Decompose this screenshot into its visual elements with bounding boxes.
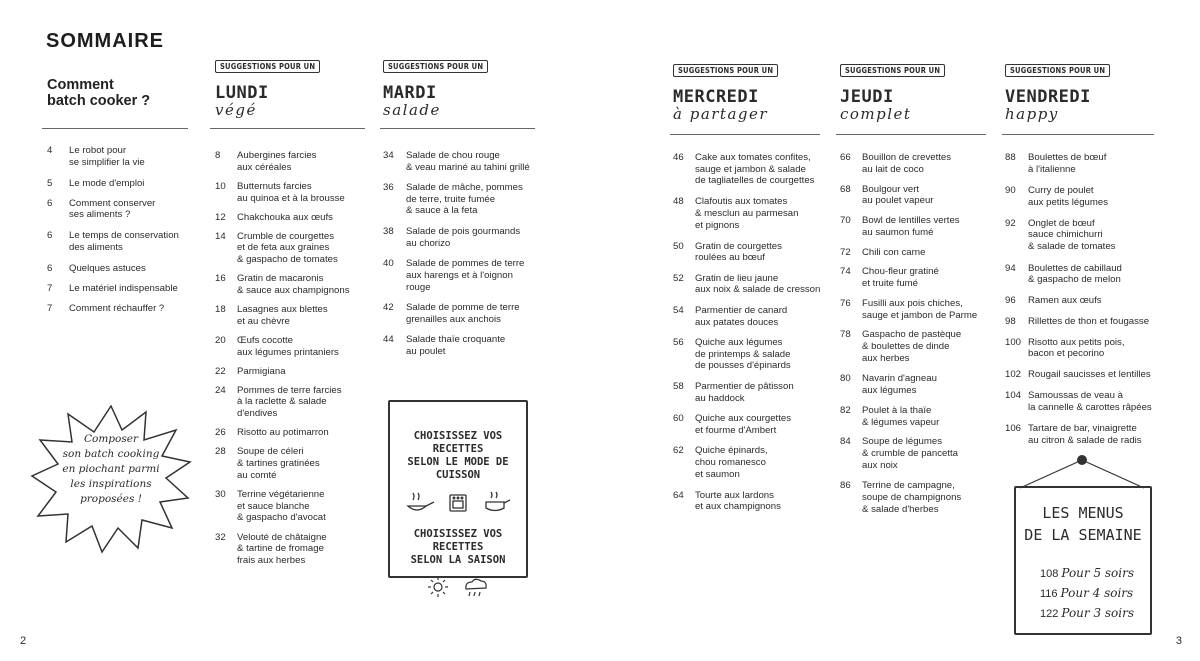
recipe-title: Comment réchauffer ? bbox=[69, 303, 165, 315]
recipe-title: Salade de chou rouge & veau mariné au tahini grillé bbox=[406, 150, 530, 173]
menu-entry: 108 Pour 5 soirs bbox=[1040, 566, 1135, 580]
page-ref: 72 bbox=[840, 246, 851, 258]
page-number: 3 bbox=[1175, 635, 1182, 647]
cloud-rain-icon bbox=[466, 579, 486, 596]
recipe-title: Aubergines farcies aux céréales bbox=[237, 150, 317, 173]
season-icons bbox=[390, 573, 526, 603]
right-page bbox=[600, 0, 1200, 661]
page-ref: 64 bbox=[673, 489, 684, 501]
recipe-title: Rillettes de thon et fougasse bbox=[1028, 316, 1150, 327]
page-ref: 5 bbox=[47, 177, 53, 189]
page-ref: 6 bbox=[47, 262, 53, 274]
page-ref: 38 bbox=[383, 226, 394, 238]
recipe-title: Ramen aux œufs bbox=[1028, 295, 1102, 307]
menus-list bbox=[1016, 564, 1150, 624]
page-ref: 34 bbox=[383, 150, 394, 161]
recipe-title: Parmentier de canard aux patates douces bbox=[695, 304, 788, 328]
recipe-title: Cake aux tomates confites, sauge et jambon & salade de tagliatelles de courgettes bbox=[695, 152, 815, 187]
day-subtitle: salade bbox=[383, 101, 441, 119]
page-ref: 78 bbox=[840, 329, 851, 341]
page-ref: 20 bbox=[215, 334, 226, 346]
mercredi-header bbox=[673, 60, 778, 122]
recipe-title: Quiche aux courgettes et fourme d'Ambert bbox=[695, 413, 791, 436]
recipe-title: Parmigiana bbox=[237, 365, 286, 377]
page-ref: 14 bbox=[215, 230, 226, 242]
recipe-title: Poulet à la thaïe & légumes vapeur bbox=[862, 404, 940, 428]
recipe-title: Bowl de lentilles vertes au saumon fumé bbox=[862, 215, 960, 238]
recipe-title: Comment conserver ses aliments ? bbox=[69, 197, 156, 221]
suggestion-tag: SUGGESTIONS POUR UN bbox=[840, 64, 945, 77]
day-subtitle: à partager bbox=[673, 105, 769, 123]
recipe-title: Fusilli aux pois chiches, sauge et jambon de Parme bbox=[862, 297, 978, 321]
intro-heading: Comment batch cooker ? bbox=[47, 77, 151, 109]
vendredi-rule bbox=[1002, 134, 1154, 135]
page-ref: 102 bbox=[1005, 369, 1022, 381]
recipe-title: Terrine de campagne, soupe de champignons & salade d'herbes bbox=[862, 480, 962, 515]
recipe-title: Clafoutis aux tomates & mesclun au parmesan et pignons bbox=[695, 196, 799, 231]
page-ref: 46 bbox=[673, 152, 684, 163]
recipe-title: Œufs cocotte aux légumes printaniers bbox=[237, 334, 339, 358]
recipe-title: Tourte aux lardons et aux champignons bbox=[695, 489, 781, 513]
recipe-title: Gaspacho de pastèque & boulettes de dinde aux herbes bbox=[862, 329, 962, 364]
page-ref: 32 bbox=[215, 531, 226, 543]
page-ref: 36 bbox=[383, 182, 394, 193]
suggestion-tag: SUGGESTIONS POUR UN bbox=[383, 60, 488, 73]
page-ref: 90 bbox=[1005, 184, 1016, 196]
page-ref: 28 bbox=[215, 446, 226, 458]
page-ref: 6 bbox=[47, 197, 53, 209]
page-ref: 88 bbox=[1005, 152, 1016, 163]
recipe-title: Gratin de courgettes roulées au bœuf bbox=[695, 240, 782, 264]
page-ref: 100 bbox=[1005, 336, 1022, 348]
page-ref: 86 bbox=[840, 480, 851, 492]
page-ref: 66 bbox=[840, 152, 851, 163]
recipe-title: Quiche aux légumes de printemps & salade de pousses d'épinards bbox=[695, 336, 791, 372]
page-ref: 92 bbox=[1005, 217, 1016, 229]
recipe-title: Le mode d'emploi bbox=[69, 177, 145, 189]
recipe-title: Salade thaïe croquante au poulet bbox=[406, 334, 506, 358]
page-ref: 54 bbox=[673, 304, 684, 316]
day-title: MERCREDI bbox=[673, 87, 759, 107]
recipe-title: Risotto aux petits pois, bacon et pecorino bbox=[1028, 336, 1125, 360]
recipe-title: Salade de mâche, pommes de terre, truite fumée & sauce à la feta bbox=[406, 182, 523, 217]
page-ref: 7 bbox=[47, 283, 53, 294]
recipe-title: Chili con carne bbox=[862, 246, 926, 258]
recipe-title: Rougail saucisses et lentilles bbox=[1028, 369, 1151, 381]
recipe-title: Crumble de courgettes et de feta aux graines & gaspacho de tomates bbox=[237, 230, 338, 265]
recipe-title: Butternuts farcies au quinoa et à la brousse bbox=[237, 180, 345, 204]
page-title: SOMMAIRE bbox=[46, 30, 164, 52]
page-ref: 30 bbox=[215, 488, 226, 500]
recipe-title: Boulettes de bœuf à l'italienne bbox=[1028, 152, 1107, 175]
recipe-title: Soupe de légumes & crumble de pancetta aux noix bbox=[862, 436, 958, 471]
menu-entry: 116 Pour 4 soirs bbox=[1040, 586, 1134, 600]
recipe-title: Terrine végétarienne et sauce blanche & gaspacho d'avocat bbox=[237, 488, 326, 524]
cooking-mode-icons bbox=[390, 488, 526, 518]
weekly-menus-box bbox=[1014, 486, 1152, 635]
vendredi-header bbox=[1005, 60, 1110, 122]
recipe-title: Salade de pois gourmands au chorizo bbox=[406, 226, 521, 249]
recipe-title: Chakchouka aux œufs bbox=[237, 211, 333, 223]
sun-icon bbox=[428, 577, 448, 597]
page-ref: 8 bbox=[215, 150, 221, 161]
jeudi-rule bbox=[836, 134, 986, 135]
recipe-title: Le robot pour se simplifier la vie bbox=[69, 145, 145, 168]
oven-icon bbox=[450, 495, 466, 511]
page-ref: 16 bbox=[215, 273, 226, 285]
recipe-title: Quiche épinards, chou romanesco et saumon bbox=[695, 445, 768, 480]
jeudi-header bbox=[840, 60, 945, 122]
intro-rule bbox=[42, 128, 188, 129]
recipe-title: Risotto au potimarron bbox=[237, 427, 329, 439]
lundi-rule bbox=[210, 128, 365, 129]
mercredi-rule bbox=[670, 134, 820, 135]
recipe-title: Bouillon de crevettes au lait de coco bbox=[862, 152, 952, 175]
recipe-title: Gratin de macaronis & sauce aux champignons bbox=[237, 273, 350, 296]
pot-icon bbox=[486, 492, 510, 511]
page-ref: 26 bbox=[215, 427, 226, 439]
page-ref: 6 bbox=[47, 230, 53, 242]
recipe-title: Velouté de châtaigne & tartine de fromage frais aux herbes bbox=[237, 531, 327, 566]
starburst-text: Composer son batch cooking en piochant parmi les inspirations proposées ! bbox=[62, 433, 160, 505]
suggestion-tag: SUGGESTIONS POUR UN bbox=[1005, 64, 1110, 77]
page-ref: 98 bbox=[1005, 316, 1016, 327]
recipe-title: Soupe de céleri & tartines gratinées au comté bbox=[237, 446, 320, 481]
pan-icon bbox=[408, 493, 434, 510]
page-ref: 4 bbox=[47, 145, 53, 156]
page-ref: 24 bbox=[215, 384, 226, 396]
page-ref: 22 bbox=[215, 365, 226, 377]
page-ref: 48 bbox=[673, 196, 684, 208]
page-ref: 76 bbox=[840, 297, 851, 309]
day-subtitle: complet bbox=[840, 105, 912, 123]
page-ref: 70 bbox=[840, 215, 851, 227]
page-ref: 104 bbox=[1005, 390, 1022, 401]
page-ref: 82 bbox=[840, 404, 851, 416]
recipe-title: Pommes de terre farcies à la raclette & salade d'endives bbox=[237, 384, 342, 419]
menu-entry: 122 Pour 3 soirs bbox=[1040, 606, 1135, 620]
recipe-title: Onglet de bœuf sauce chimichurri & salade de tomates bbox=[1028, 217, 1116, 252]
mardi-header bbox=[383, 56, 488, 118]
pin-icon bbox=[1077, 455, 1087, 465]
recipe-title: Navarin d'agneau aux légumes bbox=[862, 373, 937, 396]
day-title: LUNDI bbox=[215, 83, 269, 103]
page-ref: 96 bbox=[1005, 295, 1016, 307]
recipe-title: Samoussas de veau à la cannelle & carottes râpées bbox=[1028, 390, 1152, 413]
page-ref: 68 bbox=[840, 183, 851, 195]
day-subtitle: happy bbox=[1005, 105, 1059, 123]
page-ref: 10 bbox=[215, 180, 226, 192]
page-ref: 84 bbox=[840, 436, 851, 448]
choose-recipes-box: CHOISISSEZ VOS RECETTES SELON LE MODE DE CUISSON CHOISISSEZ VOS RECETTES SELON LA SAISON bbox=[388, 400, 528, 578]
recipe-title: Le temps de conservation des aliments bbox=[69, 230, 179, 253]
recipe-title: Curry de poulet aux petits légumes bbox=[1028, 184, 1108, 208]
page-ref: 42 bbox=[383, 302, 394, 314]
page-ref: 40 bbox=[383, 258, 394, 270]
day-title: JEUDI bbox=[840, 87, 894, 107]
recipe-title: Parmentier de pâtisson au haddock bbox=[695, 381, 794, 404]
page-ref: 7 bbox=[47, 303, 53, 315]
page-ref: 62 bbox=[673, 445, 684, 457]
page-ref: 58 bbox=[673, 381, 684, 393]
recipe-title: Boulgour vert au poulet vapeur bbox=[862, 183, 934, 207]
suggestion-tag: SUGGESTIONS POUR UN bbox=[673, 64, 778, 77]
page-ref: 74 bbox=[840, 266, 851, 278]
suggestion-tag: SUGGESTIONS POUR UN bbox=[215, 60, 320, 73]
page-ref: 52 bbox=[673, 272, 684, 284]
recipe-title: Gratin de lieu jaune aux noix & salade de cresson bbox=[695, 272, 821, 296]
day-title: VENDREDI bbox=[1005, 87, 1091, 107]
page-number: 2 bbox=[20, 635, 27, 647]
recipe-title: Tartare de bar, vinaigrette au citron & salade de radis bbox=[1028, 422, 1142, 446]
page-ref: 44 bbox=[383, 334, 394, 346]
page-ref: 106 bbox=[1005, 422, 1022, 434]
menus-title: LES MENUS DE LA SEMAINE bbox=[1024, 504, 1142, 544]
page-ref: 56 bbox=[673, 336, 684, 348]
day-subtitle: végé bbox=[215, 101, 257, 119]
mardi-rule bbox=[380, 128, 535, 129]
recipe-title: Salade de pomme de terre grenailles aux anchois bbox=[406, 302, 520, 326]
page-ref: 12 bbox=[215, 211, 226, 223]
recipe-title: Chou-fleur gratiné et truite fumé bbox=[862, 266, 939, 289]
page-ref: 50 bbox=[673, 240, 684, 252]
recipe-title: Boulettes de cabillaud & gaspacho de melon bbox=[1028, 262, 1122, 286]
lundi-header bbox=[215, 56, 320, 118]
page-ref: 80 bbox=[840, 373, 851, 385]
page-ref: 94 bbox=[1005, 262, 1016, 274]
recipe-title: Lasagnes aux blettes et au chèvre bbox=[237, 304, 328, 327]
recipe-title: Le matériel indispensable bbox=[69, 283, 178, 294]
recipe-title: Quelques astuces bbox=[69, 262, 146, 274]
page-ref: 18 bbox=[215, 304, 226, 315]
recipe-title: Salade de pommes de terre aux harengs et à l'oignon rouge bbox=[406, 258, 525, 293]
page-ref: 60 bbox=[673, 413, 684, 425]
day-title: MARDI bbox=[383, 83, 437, 103]
